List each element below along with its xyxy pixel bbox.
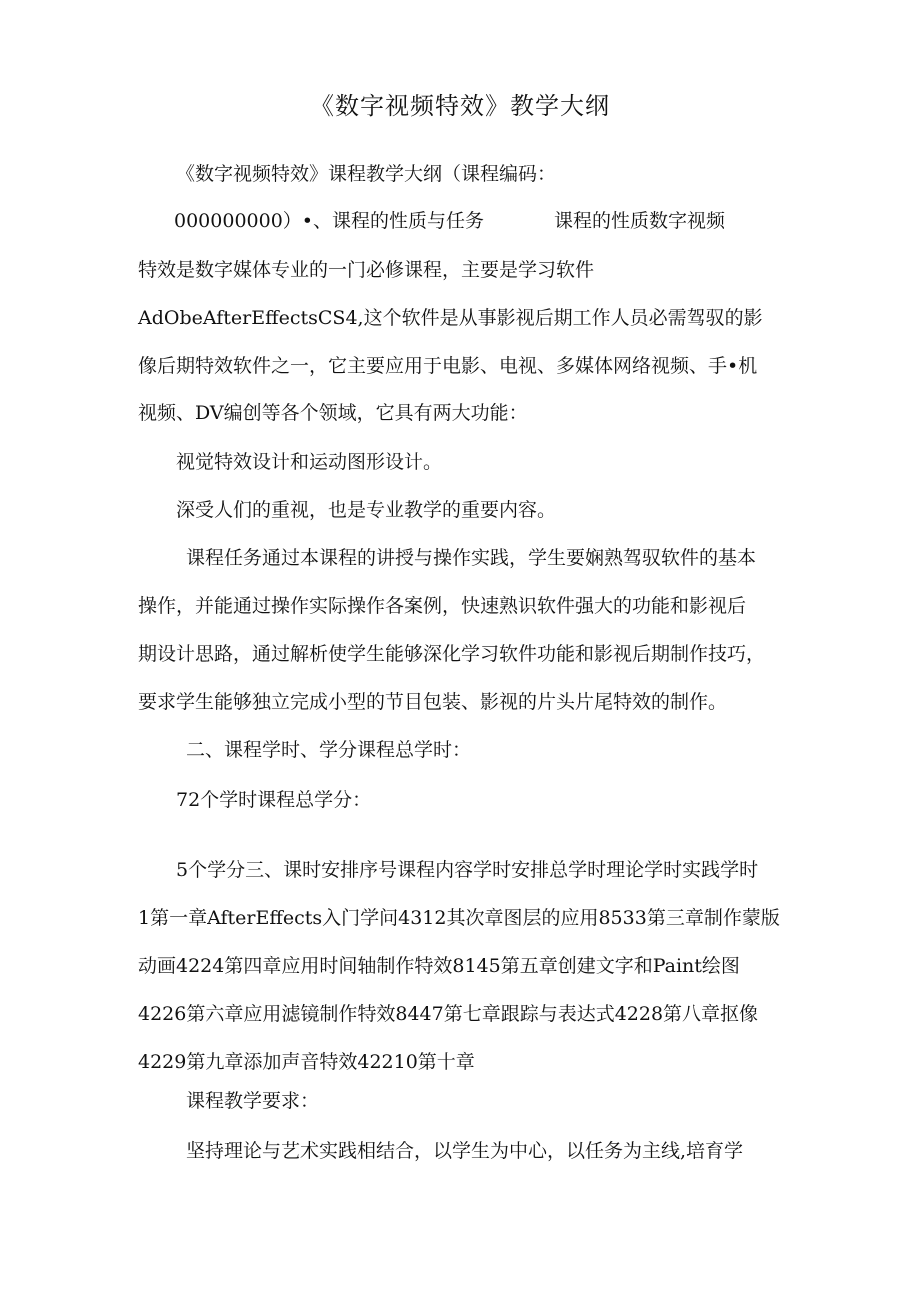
paragraph-line-1: 《数字视频特效》课程教学大纲（课程编码： [176,163,557,185]
paragraph-line-10: 操作，并能通过操作实际操作各案例，快速熟识软件强大的功能和影视后 [138,595,747,617]
teaching-requirements-heading: 课程教学要求： [186,1090,320,1112]
paragraph-line-7: 视觉特效设计和运动图形设计。 [176,451,443,473]
course-nature-heading: 课程的性质数字视频 [554,210,726,232]
paragraph-line-5: 像后期特效软件之一，它主要应用于电影、电视、多媒体网络视频、手•机 [138,355,758,377]
paragraph-line-19: 4229第九章添加声音特效42210第十章 [138,1051,475,1073]
document-title: 《数字视频特效》教学大纲 [310,92,610,120]
paragraph-line-2 [174,207,725,235]
paragraph-line-4: AdObeAfterEffectsCS4,这个软件是从事影视后期工作人员必需驾驭的影 [138,307,763,329]
section-one-heading: 000000000）•、课程的性质与任务 [174,210,485,232]
paragraph-line-15: 5个学分三、课时安排序号课程内容学时安排总学时理论学时实践学时 [176,859,759,881]
paragraph-line-8: 深受人们的重视，也是专业教学的重要内容。 [176,499,557,521]
section-two-heading: 二、课程学时、学分课程总学时： [186,739,472,761]
paragraph-line-3: 特效是数字媒体专业的一门必修课程，主要是学习软件 [138,259,595,281]
paragraph-line-14: 72个学时课程总学分： [176,789,372,811]
paragraph-line-18: 4226第六章应用滤镜制作特效8447第七章跟踪与表达式4228第八章抠像 [138,1003,759,1025]
paragraph-line-21: 坚持理论与艺术实践相结合，以学生为中心，以任务为主线,培育学 [186,1140,744,1162]
paragraph-line-11: 期设计思路，通过解析使学生能够深化学习软件功能和影视后期制作技巧， [138,643,766,665]
paragraph-line-9: 课程任务通过本课程的讲授与操作实践，学生要娴熟驾驭软件的基本 [186,547,757,569]
paragraph-line-12: 要求学生能够独立完成小型的节目包装、影视的片头片尾特效的制作。 [138,691,728,713]
paragraph-line-16: 1第一章AfterEffects入门学问4312其次章图层的应用8533第三章制作蒙版 [138,907,780,929]
paragraph-line-17: 动画4224第四章应用时间轴制作特效8145第五章创建文字和Paint绘图 [138,955,740,977]
paragraph-line-6: 视频、DV编创等各个领域，它具有两大功能： [138,402,528,424]
